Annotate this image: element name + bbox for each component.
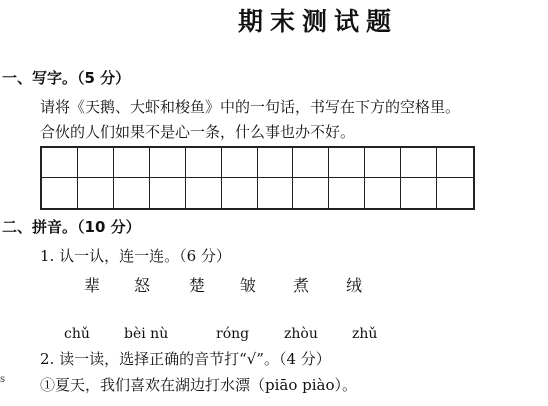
pinyin-3: róng [216,326,250,342]
grid-cell[interactable] [42,148,78,178]
section-1-instruction: 请将《天鹅、大虾和梭鱼》中的一句话，书写在下方的空格里。 [40,98,461,116]
grid-cell[interactable] [365,178,401,208]
grid-cell[interactable] [114,178,150,208]
grid-cell[interactable] [258,178,294,208]
character-4: 皱 [240,276,257,295]
grid-cell[interactable] [186,178,222,208]
edge-mark: s [0,374,6,385]
section-1-heading: 一、写字。（5 分） [2,69,131,87]
character-6: 绒 [346,276,363,295]
grid-cell[interactable] [329,178,365,208]
grid-cell[interactable] [150,148,186,178]
grid-cell[interactable] [186,148,222,178]
section-1-sentence: 合伙的人们如果不是心一条，什么事也办不好。 [40,123,356,141]
grid-cell[interactable] [222,148,258,178]
grid-cell[interactable] [114,148,150,178]
grid-cell[interactable] [329,148,365,178]
pinyin-5: zhǔ [352,326,378,342]
section-2-heading: 二、拼音。（10 分） [2,218,141,236]
grid-cell[interactable] [401,178,437,208]
question-1-label: 1. 认一认，连一连。（6 分） [40,247,231,265]
pinyin-1: chǔ [64,326,90,342]
pinyin-4: zhòu [284,326,318,342]
page-title: 期末测试题 [238,7,399,36]
grid-cell[interactable] [150,178,186,208]
grid-cell[interactable] [401,148,437,178]
pinyin-2: bèi nù [124,326,169,342]
grid-cell[interactable] [42,178,78,208]
character-3: 楚 [189,276,206,295]
question-2-item-1: ①夏天，我们喜欢在湖边打水漂（piāo piào）。 [40,376,358,394]
grid-cell[interactable] [293,148,329,178]
character-2: 怒 [134,276,151,295]
grid-cell[interactable] [78,148,114,178]
grid-cell[interactable] [437,178,473,208]
grid-cell[interactable] [293,178,329,208]
grid-cell[interactable] [258,148,294,178]
writing-grid[interactable] [40,146,475,210]
grid-cell[interactable] [222,178,258,208]
question-2-label: 2. 读一读，选择正确的音节打“√”。（4 分） [40,350,331,368]
grid-cell[interactable] [365,148,401,178]
character-5: 煮 [293,276,310,295]
grid-cell[interactable] [78,178,114,208]
grid-cell[interactable] [437,148,473,178]
character-1: 辈 [84,276,101,295]
